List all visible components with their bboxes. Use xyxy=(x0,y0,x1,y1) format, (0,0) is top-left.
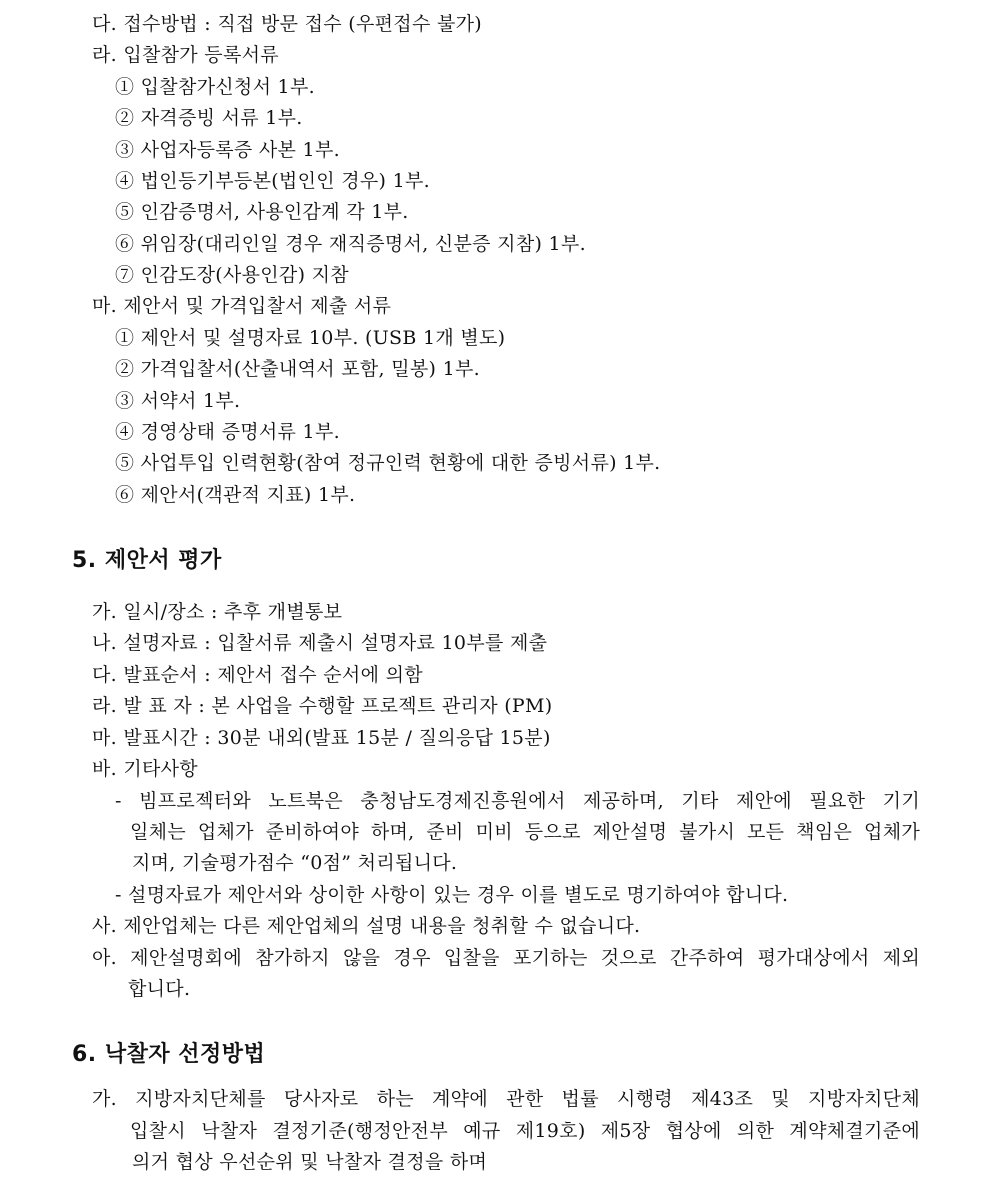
section-heading-winner-selection: 6. 낙찰자 선정방법 xyxy=(72,1042,266,1067)
proposal-doc-item: ④ 경영상태 증명서류 1부. xyxy=(115,421,340,443)
evaluation-item: 다. 발표순서 : 제안서 접수 순서에 의함 xyxy=(92,664,423,686)
evaluation-item: 라. 발 표 자 : 본 사업을 수행할 프로젝트 관리자 (PM) xyxy=(92,695,553,717)
selection-item-line: 가. 지방자치단체를 당사자로 하는 계약에 관한 법률 시행령 제43조 및 지방자치단체 xyxy=(92,1088,920,1110)
proposal-docs-heading: 마. 제안서 및 가격입찰서 제출 서류 xyxy=(92,295,392,317)
evaluation-item-line: 합니다. xyxy=(128,978,191,1000)
evaluation-item: 사. 제안업체는 다른 제안업체의 설명 내용을 청취할 수 없습니다. xyxy=(92,915,641,937)
registration-doc-item: ③ 사업자등록증 사본 1부. xyxy=(115,139,340,161)
other-matters-bullet-line: - 빔프로젝터와 노트북은 충청남도경제진흥원에서 제공하며, 기타 제안에 필요한 기기 xyxy=(115,790,920,812)
submission-method: 다. 접수방법 : 직접 방문 접수 (우편접수 불가) xyxy=(92,13,482,35)
registration-doc-item: ⑤ 인감증명서, 사용인감계 각 1부. xyxy=(115,201,409,223)
proposal-doc-item: ② 가격입찰서(산출내역서 포함, 밀봉) 1부. xyxy=(115,358,480,380)
registration-doc-item: ① 입찰참가신청서 1부. xyxy=(115,76,315,98)
evaluation-item-line: 아. 제안설명회에 참가하지 않을 경우 입찰을 포기하는 것으로 간주하여 평가대상에서 제외 xyxy=(92,947,920,969)
selection-item-line: 의거 협상 우선순위 및 낙찰자 결정을 하며 xyxy=(132,1151,488,1173)
registration-doc-item: ⑦ 인감도장(사용인감) 지참 xyxy=(115,264,349,286)
proposal-doc-item: ⑤ 사업투입 인력현황(참여 정규인력 현황에 대한 증빙서류) 1부. xyxy=(115,452,661,474)
registration-docs-heading: 라. 입찰참가 등록서류 xyxy=(92,44,279,66)
other-matters-bullet: - 설명자료가 제안서와 상이한 사항이 있는 경우 이를 별도로 명기하여야 합니다. xyxy=(115,884,789,906)
other-matters-bullet-line: 일체는 업체가 준비하여야 하며, 준비 미비 등으로 제안설명 불가시 모든 책임은 업체가 xyxy=(130,821,920,843)
other-matters-heading: 바. 기타사항 xyxy=(92,758,198,780)
registration-doc-item: ⑥ 위임장(대리인일 경우 재직증명서, 신분증 지참) 1부. xyxy=(115,233,586,255)
evaluation-item: 마. 발표시간 : 30분 내외(발표 15분 / 질의응답 15분) xyxy=(92,727,551,749)
other-matters-bullet-line: 지며, 기술평가점수 “0점” 처리됩니다. xyxy=(132,852,458,874)
section-heading-proposal-evaluation: 5. 제안서 평가 xyxy=(72,548,222,573)
evaluation-item: 가. 일시/장소 : 추후 개별통보 xyxy=(92,601,343,623)
proposal-doc-item: ③ 서약서 1부. xyxy=(115,390,241,412)
registration-doc-item: ④ 법인등기부등본(법인인 경우) 1부. xyxy=(115,170,430,192)
selection-item-line: 입찰시 낙찰자 결정기준(행정안전부 예규 제19호) 제5장 협상에 의한 계약체결기준에 xyxy=(130,1120,920,1142)
evaluation-item: 나. 설명자료 : 입찰서류 제출시 설명자료 10부를 제출 xyxy=(92,632,548,654)
proposal-doc-item: ⑥ 제안서(객관적 지표) 1부. xyxy=(115,484,356,506)
registration-doc-item: ② 자격증빙 서류 1부. xyxy=(115,107,303,129)
proposal-doc-item: ① 제안서 및 설명자료 10부. (USB 1개 별도) xyxy=(115,327,506,349)
